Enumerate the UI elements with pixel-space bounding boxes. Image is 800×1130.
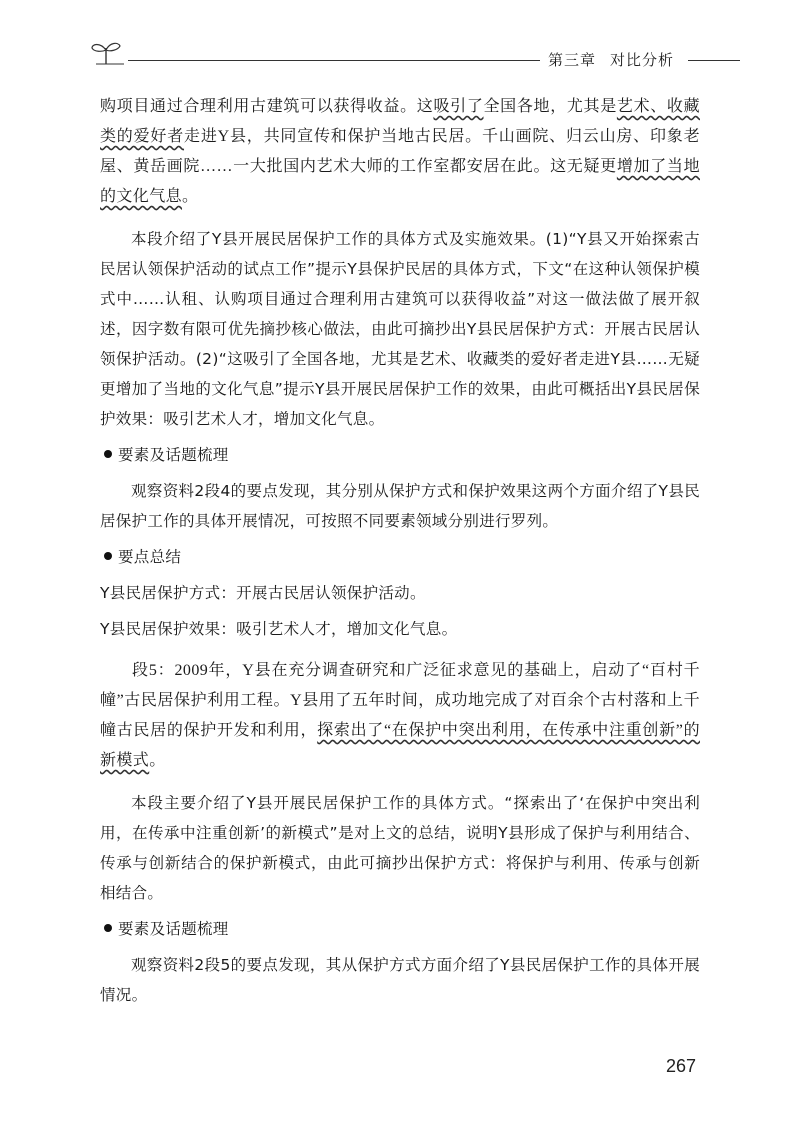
text-run: 全国各地，尤其是 [483, 98, 617, 115]
paragraph-observe-4: 观察资料2段4的要点发现，其分别从保护方式和保护效果这两个方面介绍了Y县民居保护工作的具体开展情况，可按照不同要素领域分别进行罗列。 [100, 482, 700, 530]
summary-method: Y县民居保护方式：开展古民居认领保护活动。 [100, 584, 426, 602]
text-run: 购项目通过合理利用古建筑可以获得收益。这 [100, 98, 434, 115]
bullet-text: 要点总结 [118, 548, 182, 566]
page-header [88, 38, 740, 72]
page-body [100, 92, 700, 1010]
summary-effect: Y县民居保护效果：吸引艺术人才，增加文化气息。 [100, 620, 458, 638]
bullet-text: 要素及话题梳理 [118, 446, 229, 464]
paragraph-analysis-5: 本段主要介绍了Y县开展民居保护工作的具体方式。“探索出了‘在保护中突出利用，在传承中注重创新’的新模式”是对上文的总结，说明Y县形成了保护与利用结合、传承与创新结合的保护新模式，由此可摘抄出保护方式：将保护与利用、传承与创新相结合。 [100, 794, 700, 902]
text-run: 走进Y县，共同宣传和保护当地古民居。千山画院、归云山房、印象老屋、黄岳画院……一大批国内艺术大师的工作室都安居在此。这无疑更 [100, 128, 700, 175]
bullet-text: 要素及话题梳理 [118, 920, 229, 938]
sprout-icon [88, 38, 124, 66]
wavy-underlined-text: 吸引了 [433, 98, 484, 115]
bullet-heading-2 [100, 542, 700, 572]
paragraph-observe-5: 观察资料2段5的要点发现，其从保护方式方面介绍了Y县民居保护工作的具体开展情况。 [100, 956, 700, 1004]
bullet-heading-1 [100, 440, 700, 470]
paragraph-section-5 [100, 656, 700, 776]
chapter-title: 对比分析 [609, 51, 674, 69]
paragraph-analysis-4: 本段介绍了Y县开展民居保护工作的具体方式及实施效果。(1)“Y县又开始探索古民居认领保护活动的试点工作”提示Y县保护民居的具体方式，下文“在这种认领保护模式中……认租、认购项目通过合理利用古建筑可以获得收益”对这一做法做了展开叙述，因字数有限可优先摘抄核心做法，由此可摘抄出Y县民居保护方式：开展古民居认领保护活动。(2)“这吸引了全国各地，尤其是艺术、收藏类的爱好者走进Y县……无疑更增加了当地的文化气息”提示Y县开展民居保护工作的效果，由此可概括出Y县民居保护效果：吸引艺术人才，增加文化气息。 [100, 230, 700, 428]
wavy-underlined-text: 增加了当地的文化气息 [100, 158, 700, 205]
chapter-label: 第三章 [547, 51, 596, 69]
wavy-underlined-text: 艺术、收藏类的爱好者 [100, 98, 700, 145]
header-title [542, 49, 680, 70]
wavy-underlined-text: 探索出了“在保护中突出利用，在传承中注重创新”的新模式 [100, 722, 700, 769]
bullet-heading-3 [100, 914, 700, 944]
page-number: 267 [665, 1056, 696, 1076]
bullet-icon [104, 450, 112, 458]
text-run: 段5：2009年，Y县在充分调查研究和广泛征求意见的基础上，启动了“百村千幢”古民居保护利用工程。Y县用了五年时间，成功地完成了对百余个古村落和上千幢古民居的保护开发和利用， [100, 662, 700, 739]
header-rule-right [688, 60, 740, 61]
text-run: 。 [149, 752, 166, 769]
bullet-icon [104, 552, 112, 560]
text-run: 。 [182, 188, 199, 205]
paragraph-1 [100, 92, 700, 212]
header-rule [128, 60, 540, 61]
bullet-icon [104, 924, 112, 932]
